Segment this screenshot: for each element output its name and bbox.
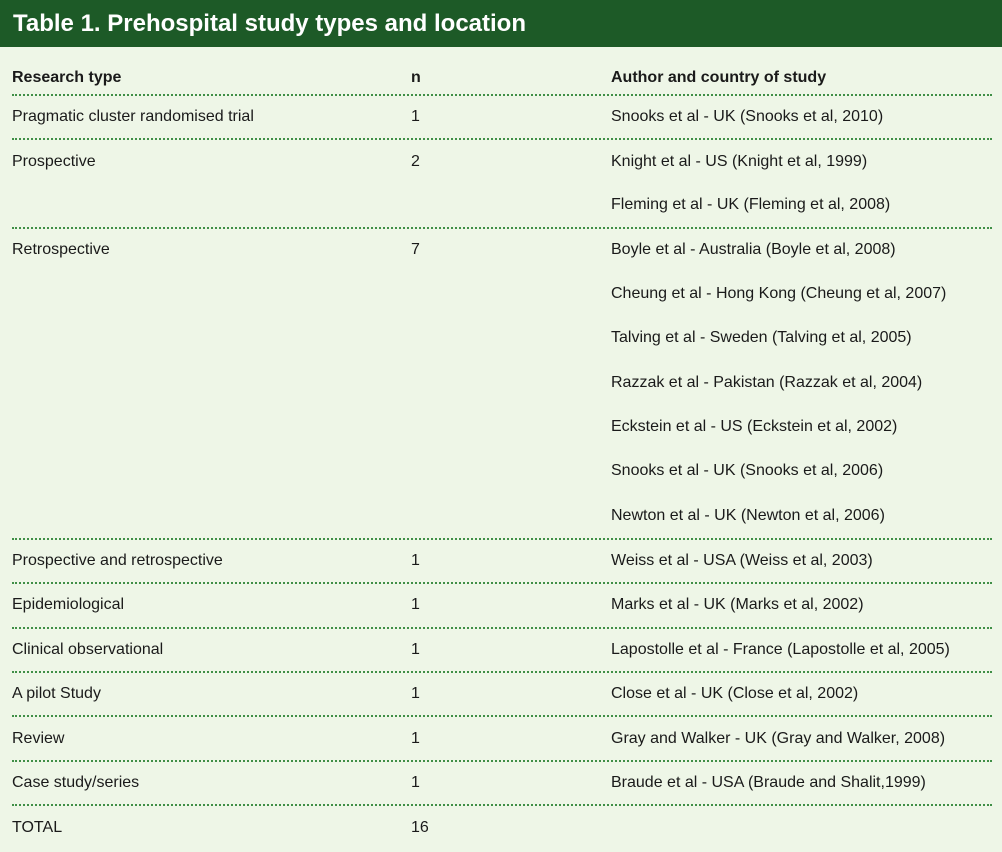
cell-author: Talving et al - Sweden (Talving et al, 2005) xyxy=(611,329,912,347)
table-row xyxy=(12,540,992,584)
cell-research-type: Retrospective xyxy=(12,241,110,259)
table-row xyxy=(12,140,992,229)
table-row-line xyxy=(12,806,992,850)
table-row xyxy=(12,229,992,540)
table-row xyxy=(12,584,992,628)
cell-research-type: Pragmatic cluster randomised trial xyxy=(12,108,254,126)
table-row-line xyxy=(12,229,992,271)
cell-author: Close et al - UK (Close et al, 2002) xyxy=(611,685,859,703)
table-row-line xyxy=(12,405,992,449)
cell-n: 1 xyxy=(411,108,420,126)
header-n: n xyxy=(411,68,421,86)
table-row-line xyxy=(12,360,992,404)
cell-research-type: A pilot Study xyxy=(12,685,101,703)
cell-n: 1 xyxy=(411,640,420,658)
table-body xyxy=(12,96,992,851)
cell-research-type: TOTAL xyxy=(12,819,63,837)
cell-author: Cheung et al - Hong Kong (Cheung et al, 2007) xyxy=(611,284,947,302)
cell-author: Lapostolle et al - France (Lapostolle et al, 2005) xyxy=(611,640,950,658)
studies-table xyxy=(0,47,1002,851)
table-row xyxy=(12,673,992,717)
table-row-line xyxy=(12,96,992,138)
cell-n: 1 xyxy=(411,552,420,570)
cell-author: Fleming et al - UK (Fleming et al, 2008) xyxy=(611,195,891,213)
cell-author: Snooks et al - UK (Snooks et al, 2010) xyxy=(611,108,884,126)
table-row-line xyxy=(12,272,992,316)
cell-author: Marks et al - UK (Marks et al, 2002) xyxy=(611,596,864,614)
cell-research-type: Review xyxy=(12,729,65,747)
table-row-line xyxy=(12,140,992,182)
table-row-line xyxy=(12,629,992,671)
cell-research-type: Case study/series xyxy=(12,774,140,792)
table-row-line xyxy=(12,584,992,626)
cell-research-type: Epidemiological xyxy=(12,596,125,614)
table-header-row xyxy=(12,47,992,96)
cell-research-type: Prospective xyxy=(12,152,96,170)
table-row xyxy=(12,629,992,673)
cell-research-type: Clinical observational xyxy=(12,640,164,658)
cell-author: Gray and Walker - UK (Gray and Walker, 2008) xyxy=(611,729,946,747)
table-row-line xyxy=(12,316,992,360)
table-row-line xyxy=(12,762,992,804)
cell-n: 2 xyxy=(411,152,420,170)
cell-author: Weiss et al - USA (Weiss et al, 2003) xyxy=(611,552,873,570)
cell-research-type: Prospective and retrospective xyxy=(12,552,223,570)
cell-author: Knight et al - US (Knight et al, 1999) xyxy=(611,152,868,170)
cell-n: 16 xyxy=(411,819,429,837)
cell-n: 1 xyxy=(411,774,420,792)
cell-author: Boyle et al - Australia (Boyle et al, 2008) xyxy=(611,241,896,259)
table-row xyxy=(12,762,992,806)
header-research-type: Research type xyxy=(12,68,122,86)
cell-n: 1 xyxy=(411,596,420,614)
cell-author: Razzak et al - Pakistan (Razzak et al, 2004) xyxy=(611,373,923,391)
cell-author: Braude et al - USA (Braude and Shalit,1999) xyxy=(611,774,926,792)
table-title-bar xyxy=(0,0,1002,47)
header-author: Author and country of study xyxy=(611,68,827,86)
cell-author: Eckstein et al - US (Eckstein et al, 2002) xyxy=(611,417,898,435)
table-row xyxy=(12,96,992,140)
cell-n: 7 xyxy=(411,241,420,259)
table-row-line xyxy=(12,673,992,715)
table-row-line xyxy=(12,540,992,582)
table-row-line xyxy=(12,449,992,493)
table-row-line xyxy=(12,494,992,538)
table-row-line xyxy=(12,717,992,759)
table-title: Table 1. Prehospital study types and location xyxy=(13,9,526,37)
cell-n: 1 xyxy=(411,685,420,703)
cell-author: Newton et al - UK (Newton et al, 2006) xyxy=(611,506,885,524)
table-row-line xyxy=(12,183,992,227)
cell-n: 1 xyxy=(411,729,420,747)
table-row xyxy=(12,806,992,850)
cell-author: Snooks et al - UK (Snooks et al, 2006) xyxy=(611,462,884,480)
table-row xyxy=(12,717,992,761)
